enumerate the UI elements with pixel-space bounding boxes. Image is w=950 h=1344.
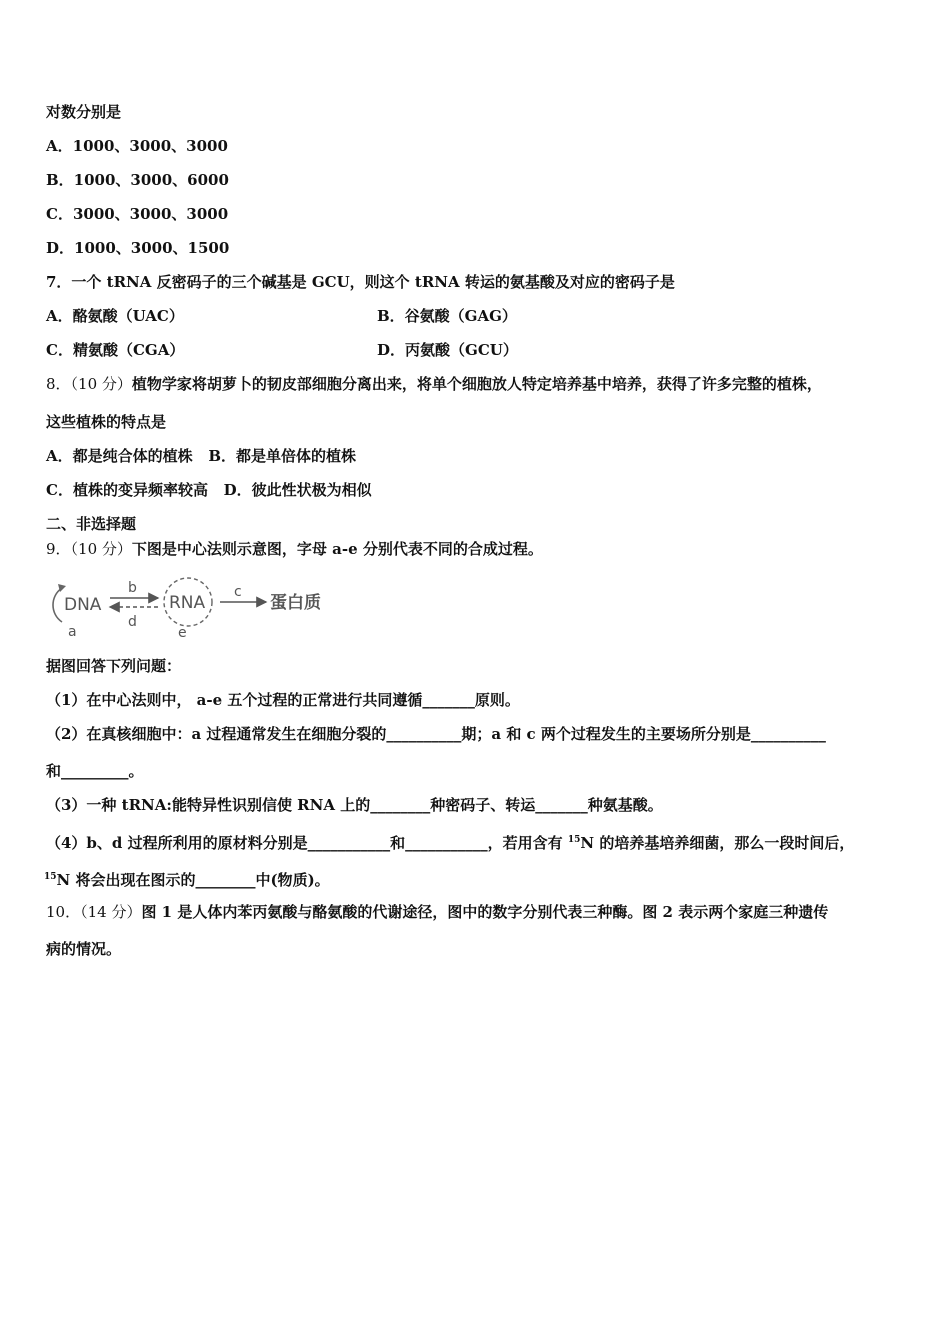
q9-number: 9． [46, 540, 71, 558]
label-d: d [128, 614, 137, 630]
q7-option-c: C．精氨酸（CGA） [46, 341, 185, 359]
dna-label: DNA [64, 595, 102, 615]
q10-number: 10． [46, 903, 81, 921]
q9-part4-line1 [46, 830, 854, 853]
q10-stem-line2: 病的情况。 [46, 940, 122, 958]
isotope-mass-number: 15 [44, 872, 57, 882]
q6-continuation: 对数分别是 [46, 103, 122, 121]
label-a: a [68, 624, 77, 640]
q7-option-b: B．谷氨酸（GAG） [377, 307, 517, 325]
q8-stem-line1 [46, 374, 822, 394]
q8-stem-line2: 这些植株的特点是 [46, 413, 167, 431]
rna-label: RNA [169, 593, 206, 613]
protein-label: 蛋白质 [270, 593, 321, 613]
q9-stem [46, 539, 543, 559]
q10-stem-line1 [46, 902, 828, 922]
q7-option-a: A．酪氨酸（UAC） [46, 307, 184, 325]
q8-options-ab [46, 446, 356, 466]
q9-part3: （3）一种 tRNA:能特异性识别信使 RNA 上的________种密码子、转运_______种氨基酸。 [46, 796, 663, 814]
q9-part4-text-a: （4）b、d 过程所利用的原材料分别是___________和___________，若用含有 [46, 834, 568, 852]
q8-stem-text: 植物学家将胡萝卜的韧皮部细胞分离出来，将单个细胞放人特定培养基中培养，获得了许多完整的植株， [131, 375, 822, 393]
isotope-mass-number: 15 [567, 835, 581, 845]
q8-number: 8． [46, 375, 71, 393]
q9-part2-line2: 和_________。 [46, 762, 144, 780]
q8-score: （10 分） [70, 375, 132, 393]
q9-part4-text-b: N 的培养基培养细菌，那么一段时间后， [580, 834, 855, 852]
q8-option-d: D．彼此性状极为相似 [223, 481, 372, 499]
q8-option-c: C．植株的变异频率较高 [46, 481, 208, 499]
label-c: c [234, 584, 242, 600]
label-b: b [128, 580, 137, 596]
replication-loop [53, 588, 62, 622]
q9-part2-line1: （2）在真核细胞中：a 过程通常发生在细胞分裂的__________期；a 和 c 两个过程发生的主要场所分别是__________ [46, 725, 826, 743]
q10-score: （14 分） [80, 903, 142, 921]
q8-option-a: A．都是纯合体的植株 [46, 447, 193, 465]
q8-options-cd [46, 480, 372, 500]
section-heading: 二、非选择题 [46, 515, 137, 533]
q6-option-d: D．1000、3000、1500 [46, 239, 230, 257]
q10-stem-text: 图 1 是人体内苯丙氨酸与酪氨酸的代谢途径，图中的数字分别代表三种酶。图 2 表示两个家庭三种遗传 [141, 903, 829, 921]
q9-part4-text-c: N 将会出现在图示的________中(物质)。 [56, 871, 330, 889]
central-dogma-diagram [48, 570, 338, 642]
q9-stem-text: 下图是中心法则示意图，字母 a-e 分别代表不同的合成过程。 [131, 540, 543, 558]
q7-stem: 7．一个 tRNA 反密码子的三个碱基是 GCU，则这个 tRNA 转运的氨基酸及对应的密码子是 [46, 273, 675, 291]
q9-part4-line2 [44, 867, 330, 890]
q8-option-b: B．都是单倍体的植株 [208, 447, 356, 465]
label-e: e [178, 625, 187, 641]
q9-score: （10 分） [70, 540, 132, 558]
q6-option-c: C．3000、3000、3000 [46, 205, 229, 223]
q9-prompt: 据图回答下列问题： [46, 657, 182, 675]
q6-option-a: A．1000、3000、3000 [46, 137, 228, 155]
q7-option-d: D．丙氨酸（GCU） [377, 341, 518, 359]
q6-option-b: B．1000、3000、6000 [46, 171, 229, 189]
q9-part1: （1）在中心法则中， a-e 五个过程的正常进行共同遵循_______原则。 [46, 691, 520, 709]
